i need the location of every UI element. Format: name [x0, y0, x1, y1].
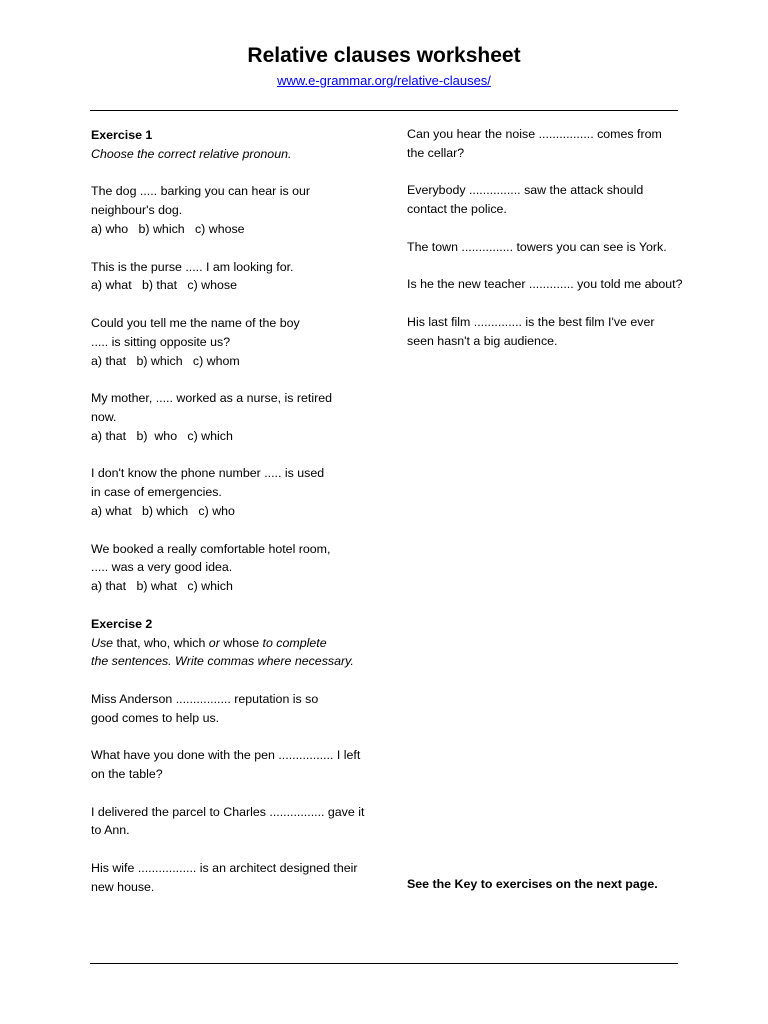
source-link[interactable]: www.e-grammar.org/relative-clauses/ — [277, 73, 491, 88]
exercise1-item-5 — [91, 464, 383, 520]
instruction-comma: , — [137, 635, 145, 650]
question-line: ..... is sitting opposite us? — [91, 334, 231, 349]
question-line: What have you done with the pen ................ I left — [91, 748, 361, 763]
key-note: See the Key to exercises on the next page. — [407, 877, 658, 891]
bottom-divider — [90, 963, 678, 964]
question-line: The dog ..... barking you can hear is our — [91, 184, 311, 199]
question-line: Everybody ............... saw the attack should — [407, 183, 644, 198]
exercise2-instruction-line1 — [91, 634, 383, 653]
instruction-comma: , — [166, 635, 174, 650]
exercise1-heading: Exercise 1 — [91, 128, 153, 142]
question-line: ..... was a very good idea. — [91, 560, 233, 575]
question-line: I don't know the phone number ..... is used — [91, 466, 325, 481]
answer-options: a) that b) which c) whom — [91, 353, 240, 368]
question-line: Miss Anderson ................ reputation is so — [91, 691, 319, 706]
exercise2-item-1 — [91, 690, 383, 728]
question-line: His wife ................. is an architect designed their — [91, 861, 358, 876]
exercise2-heading: Exercise 2 — [91, 616, 153, 631]
keyword-that: that — [116, 635, 138, 650]
exercise1-instruction: Choose the correct relative pronoun. — [91, 146, 292, 161]
exercise2-instruction-line2: the sentences. Write commas where necessary. — [91, 654, 354, 669]
question-line: Is he the new teacher ............. you told me about? — [407, 277, 683, 292]
question-line: to Ann. — [91, 823, 130, 838]
exercise2-item-8 — [407, 275, 707, 294]
exercise2-item-9 — [407, 313, 707, 351]
question-line: contact the police. — [407, 202, 507, 217]
answer-options: a) what b) that c) whose — [91, 278, 237, 293]
question-line: in case of emergencies. — [91, 485, 222, 500]
exercise2-item-3 — [91, 803, 383, 841]
answer-options: a) that b) who c) which — [91, 428, 233, 443]
instruction-text: or — [205, 635, 224, 650]
right-column — [407, 125, 707, 351]
answer-options: a) what b) which c) who — [91, 503, 235, 518]
keyword-whose: whose — [223, 635, 260, 650]
question-line: Can you hear the noise ................ comes from — [407, 127, 662, 141]
exercise1-item-4 — [91, 389, 383, 445]
question-line: seen hasn't a big audience. — [407, 333, 558, 348]
question-line: now. — [91, 409, 117, 424]
instruction-text: to complete — [259, 635, 327, 650]
answer-options: a) who b) which c) whose — [91, 221, 245, 236]
question-line: neighbour's dog. — [91, 203, 183, 218]
exercise2-item-5 — [407, 125, 707, 163]
exercise2-item-4 — [91, 859, 383, 897]
question-line: My mother, ..... worked as a nurse, is retired — [91, 391, 333, 406]
exercise2-item-7 — [407, 238, 707, 257]
question-line: on the table? — [91, 767, 163, 782]
question-line: Could you tell me the name of the boy — [91, 315, 300, 330]
exercise1-item-1 — [91, 182, 383, 238]
question-line: the cellar? — [407, 145, 465, 160]
exercise2-item-6 — [407, 181, 707, 219]
question-line: His last film .............. is the best film I've ever — [407, 314, 655, 329]
left-column — [91, 126, 383, 897]
exercise1-item-6 — [91, 540, 383, 596]
question-line: I delivered the parcel to Charles ................ gave it — [91, 804, 365, 819]
keyword-which: which — [173, 635, 206, 650]
exercise1-item-2 — [91, 258, 383, 296]
question-line: good comes to help us. — [91, 710, 220, 725]
exercise2-item-2 — [91, 746, 383, 784]
keyword-who: who — [144, 635, 167, 650]
instruction-text: Use — [91, 635, 117, 650]
top-divider — [90, 110, 678, 111]
page-title: Relative clauses worksheet — [247, 44, 521, 67]
exercise1-item-3 — [91, 314, 383, 370]
answer-options: a) that b) what c) which — [91, 579, 233, 594]
question-line: We booked a really comfortable hotel room, — [91, 541, 331, 556]
question-line: This is the purse ..... I am looking for. — [91, 259, 294, 274]
question-line: new house. — [91, 879, 155, 894]
question-line: The town ............... towers you can see is York. — [407, 239, 667, 254]
